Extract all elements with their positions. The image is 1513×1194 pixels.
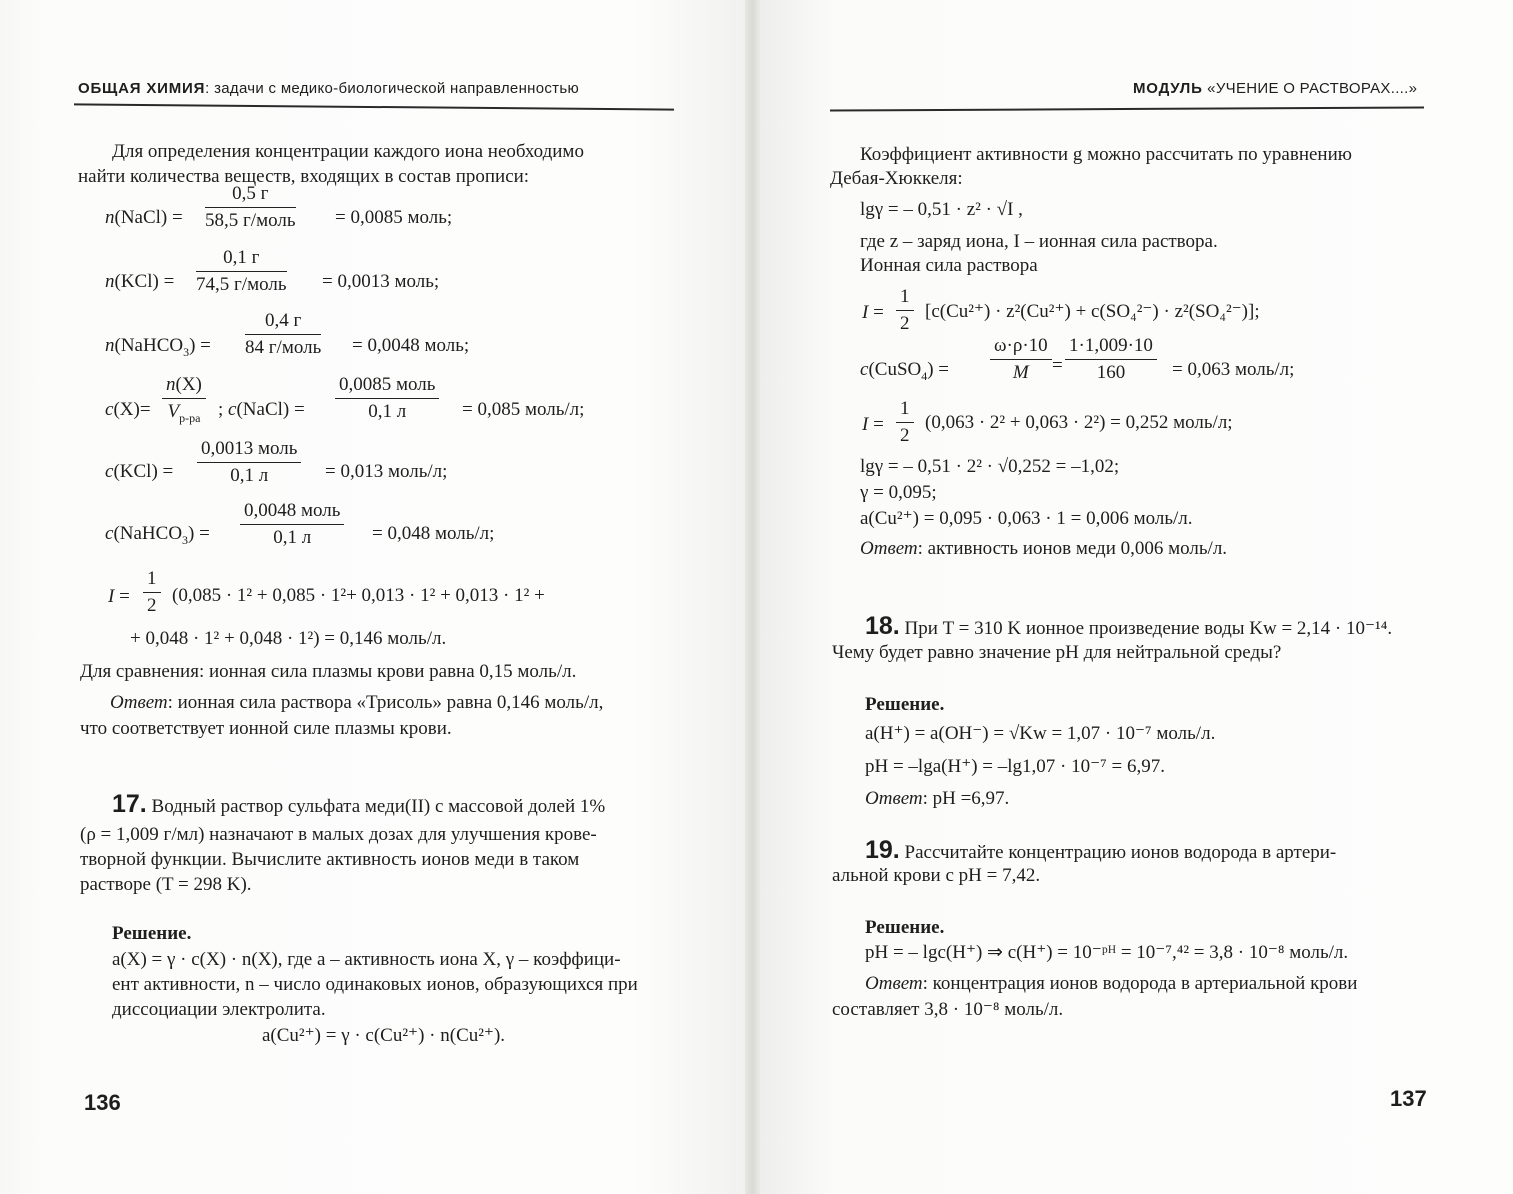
fraction-numerator: 1 — [896, 396, 914, 423]
answer-label: Ответ — [865, 788, 923, 809]
paragraph-line: Ионная сила раствора — [860, 255, 1038, 276]
answer-label: Ответ — [860, 538, 918, 559]
formula-line: pH = – lgc(H⁺) ⇒ c(H⁺) = 10⁻ᵖᴴ = 10⁻⁷,⁴² = 3,8 · 10⁻⁸ моль/л. — [865, 942, 1349, 963]
formula-equals: = — [1052, 355, 1063, 376]
paragraph-line: где z – заряд иона, I – ионная сила раствора. — [860, 231, 1218, 252]
fraction — [990, 333, 1052, 386]
formula-result: [c(Cu²⁺) · z²(Cu²⁺) + c(SO₄²⁻) · z²(SO₄²⁻)]; — [925, 301, 1260, 322]
problem-number: 19. — [865, 836, 900, 864]
fraction-denominator: 0,1 л — [273, 527, 312, 548]
fraction-denominator: 58,5 г/моль — [205, 210, 296, 231]
formula-result: = 0,048 моль/л; — [372, 523, 495, 544]
answer-line: Ответ: ионная сила раствора «Трисоль» равна 0,146 моль/л, — [110, 692, 604, 713]
fraction-denominator: 160 — [1096, 362, 1126, 383]
formula-result: = 0,0048 моль; — [352, 335, 470, 356]
right-header-subtitle: «УЧЕНИЕ О РАСТВОРАХ....» — [1202, 80, 1418, 97]
fraction-denominator: 2 — [900, 425, 910, 446]
formula-result: = 0,0085 моль; — [335, 207, 453, 228]
fraction-numerator: 0,0013 моль — [197, 436, 301, 463]
formula-lhs: c(NaHCO$_3$) = — [105, 523, 210, 547]
right-running-head — [1133, 80, 1417, 97]
fraction-denominator: 2 — [900, 313, 910, 334]
right-header-rule — [830, 106, 1424, 111]
formula-mid: ; c(NaCl) = — [218, 399, 305, 420]
problem-number: 18. — [865, 612, 900, 640]
formula-result: = 0,063 моль/л; — [1172, 359, 1295, 380]
problem-18: 18. При T = 310 K ионное произведение воды Kw = 2,14 · 10⁻¹⁴. — [865, 612, 1393, 640]
fraction — [143, 566, 161, 619]
formula-continuation: + 0,048 · 1² + 0,048 · 1²) = 0,146 моль/л. — [130, 628, 447, 649]
formula-result: (0,063 · 2² + 0,063 · 2²) = 0,252 моль/л; — [925, 412, 1233, 433]
left-header-title: ОБЩАЯ ХИМИЯ — [78, 80, 206, 97]
fraction-denominator: 0,1 л — [230, 465, 269, 486]
formula-result: = 0,0013 моль; — [322, 271, 440, 292]
formula-line: lgγ = – 0,51 · z² · √I , — [860, 199, 1023, 220]
fraction-numerator: 0,0085 моль — [335, 372, 439, 399]
paragraph-line: Для сравнения: ионная сила плазмы крови равна 0,15 моль/л. — [80, 661, 577, 682]
answer-line: Ответ: pH =6,97. — [865, 788, 1010, 809]
paragraph-line: диссоциации электролита. — [112, 999, 326, 1020]
fraction-numerator: 1·1,009·10 — [1065, 333, 1157, 360]
right-page — [760, 0, 1513, 1194]
formula-line: lgγ = – 0,51 · 2² · √0,252 = –1,02; — [860, 456, 1120, 477]
book-gutter — [745, 0, 760, 1194]
paragraph-line: творной функции. Вычислите активность ионов меди в таком — [80, 849, 580, 870]
solution-heading: Решение. — [112, 923, 192, 944]
fraction — [196, 245, 287, 298]
fraction-denominator: 74,5 г/моль — [196, 274, 287, 295]
formula-line: a(Cu²⁺) = γ · c(Cu²⁺) · n(Cu²⁺). — [262, 1025, 506, 1046]
answer-line: Ответ: концентрация ионов водорода в артериальной крови — [865, 973, 1358, 994]
formula-line: a(H⁺) = a(OH⁻) = √Kw = 1,07 · 10⁻⁷ моль/л. — [865, 723, 1216, 744]
fraction — [335, 372, 439, 425]
problem-number: 17. — [112, 790, 147, 818]
paragraph-line: (ρ = 1,009 г/мл) назначают в малых дозах для улучшения крове- — [80, 824, 597, 845]
solution-heading: Решение. — [865, 917, 945, 938]
fraction — [240, 498, 344, 551]
paragraph-line: Дебая-Хюккеля: — [830, 168, 963, 189]
formula-result: (0,085 · 1² + 0,085 · 1²+ 0,013 · 1² + 0,013 · 1² + — [172, 585, 545, 606]
fraction-numerator: 0,0048 моль — [240, 498, 344, 525]
fraction-denominator: 0,1 л — [368, 401, 407, 422]
formula-result: = 0,013 моль/л; — [325, 461, 448, 482]
solution-heading: Решение. — [865, 694, 945, 715]
paragraph-line: Для определения концентрации каждого иона необходимо — [112, 141, 584, 162]
left-header-subtitle: : задачи с медико-биологической направленностью — [205, 80, 580, 97]
left-page — [0, 0, 745, 1194]
problem-17: 17. Водный раствор сульфата меди(II) с массовой долей 1% — [112, 790, 606, 818]
paragraph-line: ент активности, n – число одинаковых ионов, образующихся при — [112, 974, 638, 995]
formula-lhs: n(NaHCO$_3$) = — [105, 335, 211, 359]
answer-line: составляет 3,8 · 10⁻⁸ моль/л. — [832, 999, 1064, 1020]
formula-lhs: c(CuSO$_4$) = — [860, 359, 950, 383]
formula-result: = 0,085 моль/л; — [462, 399, 585, 420]
formula-lhs: I = — [862, 302, 884, 323]
fraction-numerator: 0,4 г — [245, 308, 321, 335]
paragraph-line: a(X) = γ · c(X) · n(X), где a – активность иона X, γ – коэффици- — [112, 949, 621, 970]
formula-lhs: n(KCl) = — [105, 271, 175, 292]
fraction — [205, 181, 296, 234]
fraction-denominator: M — [1012, 362, 1029, 383]
fraction-numerator: 0,5 г — [205, 181, 296, 208]
fraction-numerator: ω·ρ·10 — [990, 333, 1052, 360]
formula-lhs: c(X)= — [105, 399, 151, 420]
problem-19: 19. Рассчитайте концентрацию ионов водорода в артери- — [865, 836, 1337, 864]
answer-label: Ответ — [865, 973, 923, 994]
fraction-numerator: n(X) — [162, 372, 206, 399]
fraction-numerator: 1 — [143, 566, 161, 593]
formula-lhs: I = — [108, 586, 130, 607]
fraction — [245, 308, 321, 361]
paragraph-line: Чему будет равно значение pH для нейтральной среды? — [832, 642, 1282, 663]
formula-line: γ = 0,095; — [860, 482, 937, 503]
fraction-denominator: 84 г/моль — [245, 337, 322, 358]
formula-line: a(Cu²⁺) = 0,095 · 0,063 · 1 = 0,006 моль/л. — [860, 508, 1193, 529]
fraction-numerator: 1 — [896, 284, 914, 311]
page-number: 136 — [84, 1090, 121, 1115]
page-number: 137 — [1390, 1086, 1427, 1111]
answer-line: Ответ: активность ионов меди 0,006 моль/л. — [860, 538, 1228, 559]
answer-line: что соответствует ионной силе плазмы крови. — [80, 718, 452, 739]
paragraph-line: найти количества веществ, входящих в состав прописи: — [78, 166, 530, 187]
left-header-rule — [74, 103, 674, 110]
fraction-numerator: 0,1 г — [196, 245, 287, 272]
formula-lhs: c(KCl) = — [105, 461, 174, 482]
fraction — [896, 396, 914, 449]
fraction-denominator: 2 — [147, 595, 157, 616]
answer-label: Ответ — [110, 692, 168, 713]
fraction — [162, 372, 206, 431]
formula-lhs: I = — [862, 414, 884, 435]
right-header-title: МОДУЛЬ — [1133, 80, 1203, 97]
left-running-head — [78, 80, 579, 97]
formula-lhs: n(NaCl) = — [105, 207, 183, 228]
fraction — [1065, 333, 1157, 386]
fraction — [197, 436, 301, 489]
paragraph-line: альной крови с pH = 7,42. — [832, 865, 1041, 886]
paragraph-line: Коэффициент активности g можно рассчитать по уравнению — [860, 144, 1352, 165]
paragraph-line: растворе (T = 298 K). — [80, 874, 252, 895]
fraction-denominator: $V_{р-ра}$ — [167, 401, 201, 425]
fraction — [896, 284, 914, 337]
formula-line: pH = –lga(H⁺) = –lg1,07 · 10⁻⁷ = 6,97. — [865, 756, 1165, 777]
